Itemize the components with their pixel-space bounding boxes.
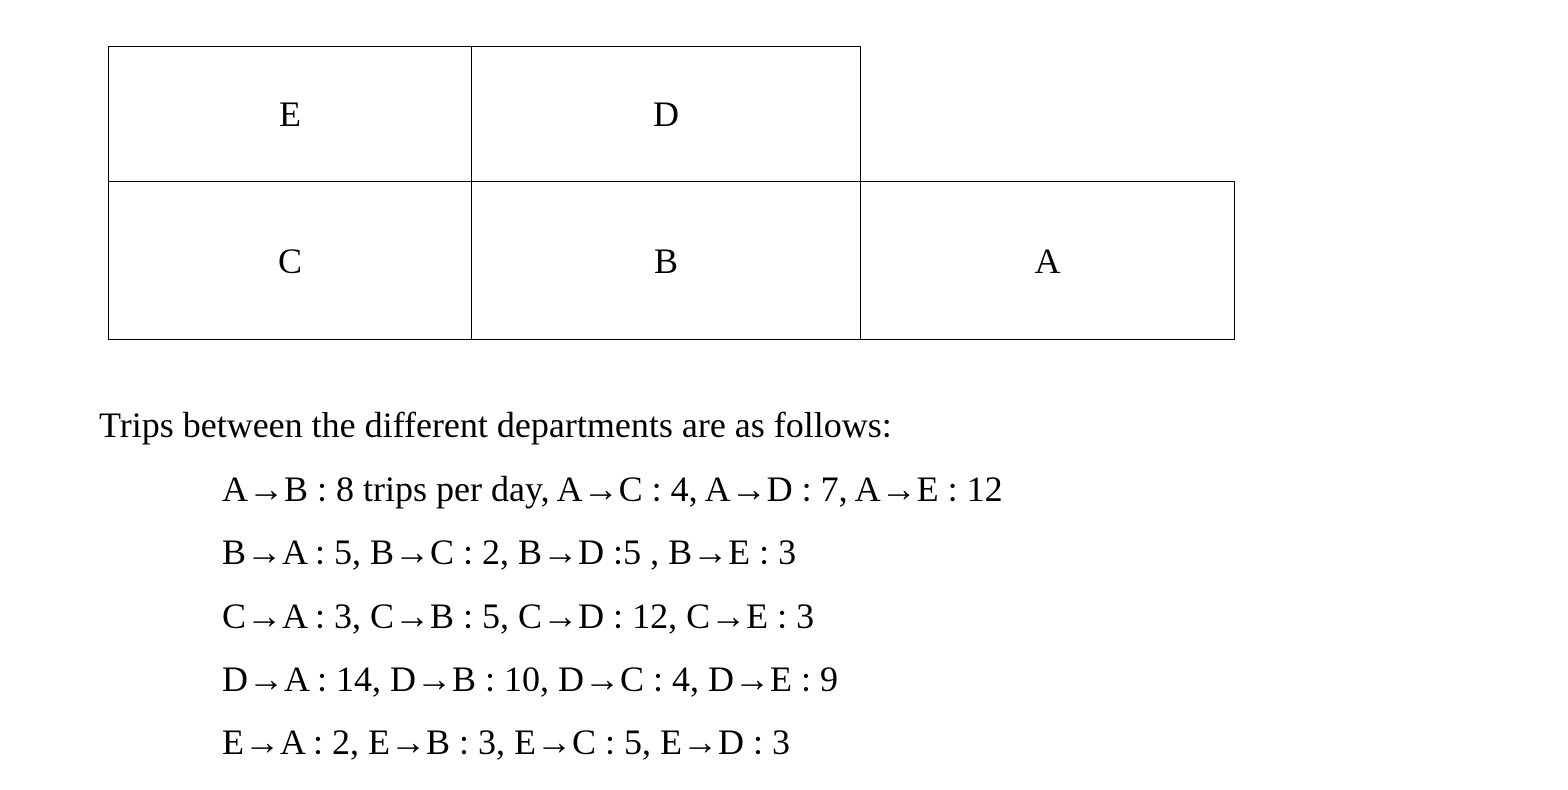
trips-from-d: D→A : 14, D→B : 10, D→C : 4, D→E : 9: [222, 659, 839, 699]
trips-from-c: C→A : 3, C→B : 5, C→D : 12, C→E : 3: [222, 596, 815, 636]
department-label-e: E: [279, 94, 301, 134]
department-label-d: D: [653, 94, 679, 134]
department-cell-c: [108, 181, 472, 340]
department-cell-b: [471, 181, 861, 340]
trips-from-a: A→B : 8 trips per day, A→C : 4, A→D : 7, A→E : 12: [222, 469, 1003, 509]
department-label-a: A: [1034, 240, 1061, 281]
trips-from-b: B→A : 5, B→C : 2, B→D :5 , B→E : 3: [222, 532, 797, 572]
department-cell-d: [471, 46, 861, 182]
trips-intro-text: Trips between the different departments are as follows:: [99, 405, 892, 445]
trips-from-e: E→A : 2, E→B : 3, E→C : 5, E→D : 3: [222, 722, 791, 762]
department-label-b: B: [653, 240, 678, 281]
department-layout-grid: [0, 0, 1568, 360]
department-cell-e: [108, 46, 472, 182]
department-label-c: C: [277, 240, 302, 281]
department-cell-a: [860, 181, 1235, 340]
